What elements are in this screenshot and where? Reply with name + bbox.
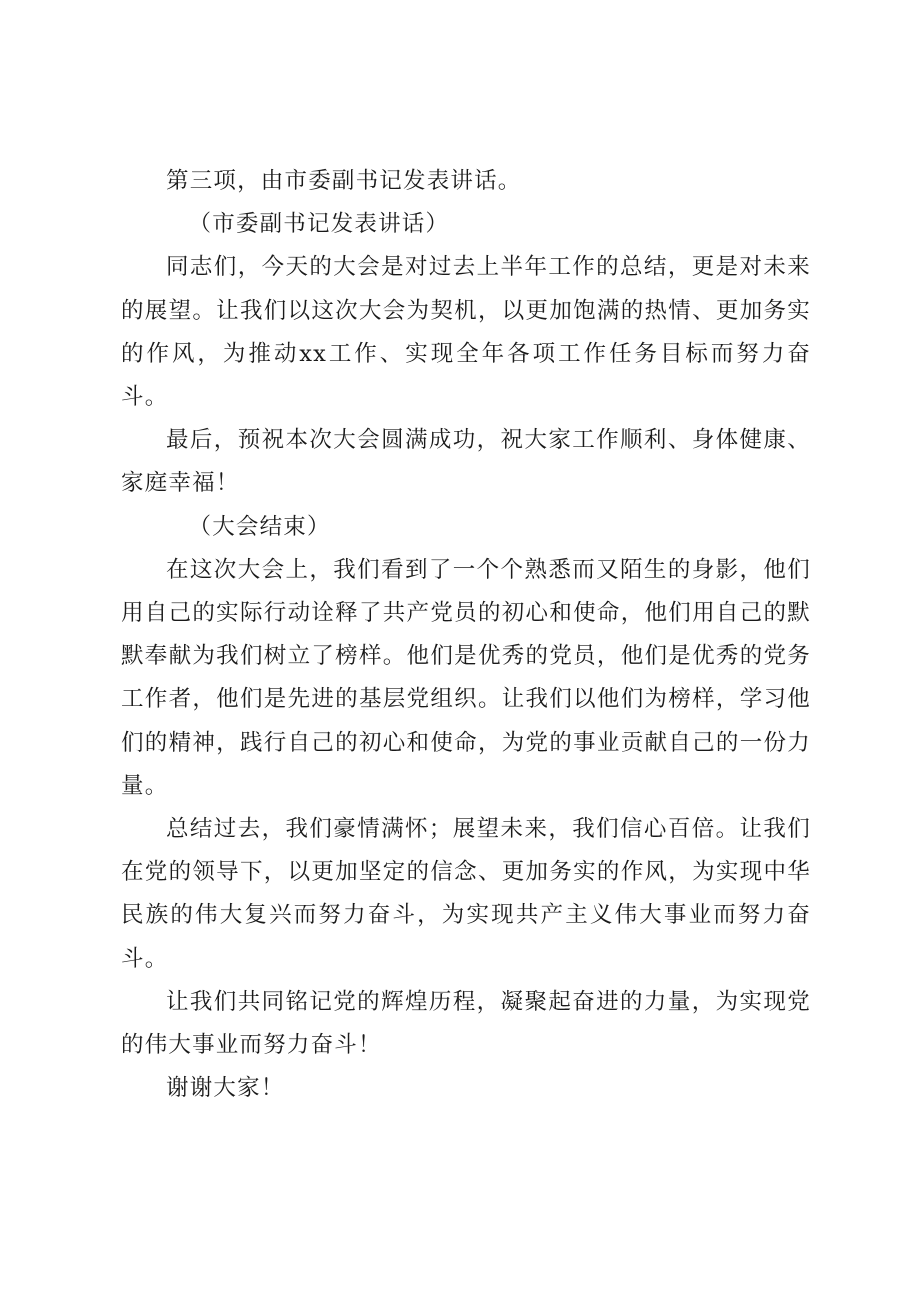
paragraph-call-to-action: 让我们共同铭记党的辉煌历程，凝聚起奋进的力量，为实现党的伟大事业而努力奋斗！ [121, 988, 811, 1059]
paragraph-stage-note-speech: （市委副书记发表讲话） [188, 211, 450, 238]
paragraph-agenda-item: 第三项，由市委副书记发表讲话。 [166, 168, 522, 194]
document-body [121, 160, 811, 1110]
paragraph-thanks: 谢谢大家！ [166, 1075, 285, 1102]
paragraph-closing-wishes: 最后，预祝本次大会圆满成功，祝大家工作顺利、身体健康、家庭幸福！ [121, 427, 811, 497]
paragraph-speech-body: 同志们，今天的大会是对过去上半年工作的总结，更是对未来的展望。让我们以这次大会为契机，以更加饱满的热情、更加务实的作风，为推动xx工作、实现全年各项工作任务目标而努力奋斗。 [121, 254, 811, 411]
paragraph-stage-note-end: （大会结束） [188, 513, 331, 540]
paragraph-reflection: 在这次大会上，我们看到了一个个熟悉而又陌生的身影，他们用自己的实际行动诠释了共产党员的初心和使命，他们用自己的默默奉献为我们树立了榜样。他们是优秀的党员，他们是优秀的党务工作者，他们是先进的基层党组织。让我们以他们为榜样，学习他们的精神，践行自己的初心和使命，为党的事业贡献自己的一份力量。 [121, 556, 811, 799]
paragraph-summary: 总结过去，我们豪情满怀；展望未来，我们信心百倍。让我们在党的领导下，以更加坚定的信念、更加务实的作风，为实现中华民族的伟大复兴而努力奋斗，为实现共产主义伟大事业而努力奋斗。 [121, 816, 811, 972]
